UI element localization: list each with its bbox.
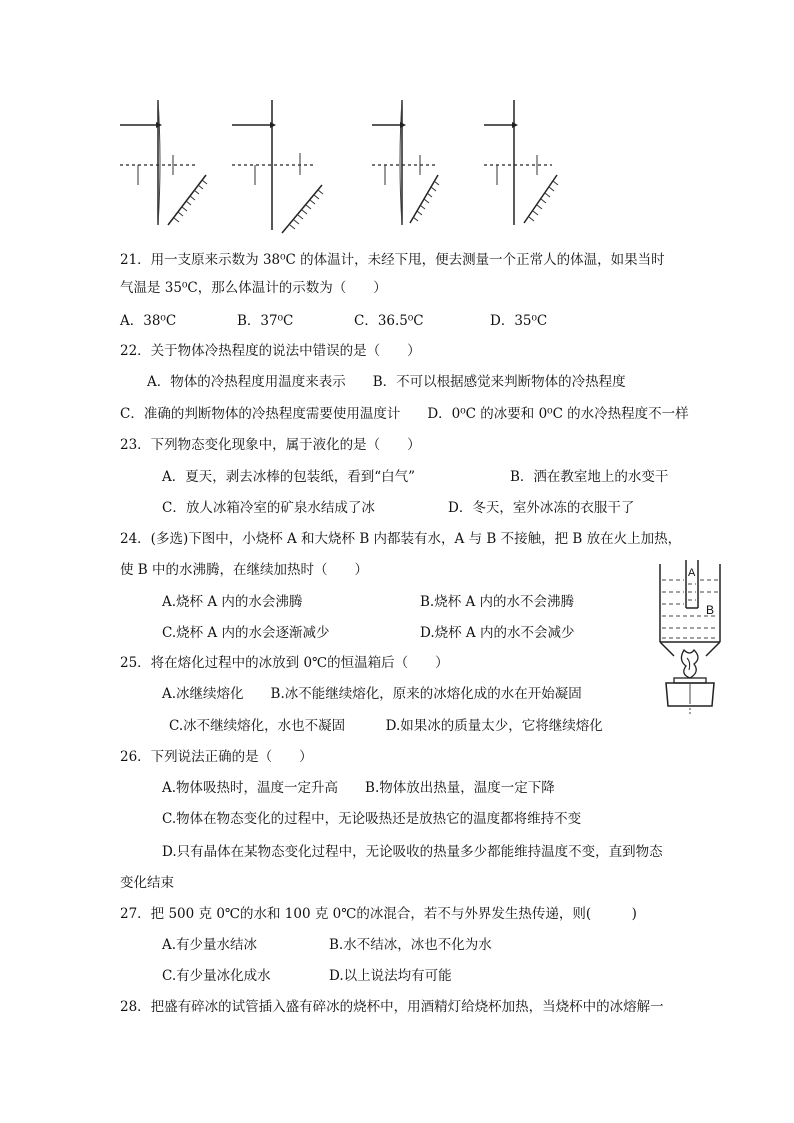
q27-stem: 27．把 500 克 0℃的水和 100 克 0℃的冰混合，若不与外界发生热传递，则( ): [120, 906, 637, 922]
q24-option-b: B.烧杯 A 内的水不会沸腾: [420, 594, 575, 610]
q24-option-c: C.烧杯 A 内的水会逐渐减少: [162, 625, 330, 641]
q24-stem-line2: 使 B 中的水沸腾，在继续加热时（ ）: [120, 562, 369, 578]
q21-option-c: C．36.5⁰C: [354, 313, 424, 329]
q21-option-b: B．37⁰C: [237, 313, 294, 329]
optics-figure-2: [230, 95, 325, 239]
q25-options-ab: A.冰继续熔化 B.冰不能继续熔化，原来的冰熔化成的水在开始凝固: [162, 686, 582, 702]
q23-option-a: A．夏天，剥去冰棒的包装纸，看到“白气”: [162, 469, 416, 485]
q23-option-b: B．洒在教室地上的水变干: [510, 469, 669, 485]
optics-figure-3: [370, 95, 445, 234]
q27-option-a: A.有少量水结冰: [162, 937, 258, 953]
q27-option-d: D.以上说法均有可能: [329, 968, 452, 984]
q24-stem-line1: 24．(多选)下图中，小烧杯 A 和大烧杯 B 内都装有水，A 与 B 不接触，把 B 放在火上加热，: [120, 531, 682, 547]
q21-option-a: A．38⁰C: [120, 313, 177, 329]
q26-options-ab: A.物体吸热时，温度一定升高 B.物体放出热量，温度一定下降: [162, 780, 555, 796]
q26-stem: 26．下列说法正确的是（ ）: [120, 749, 313, 765]
q25-stem: 25．将在熔化过程中的冰放到 0℃的恒温箱后（ ）: [120, 655, 449, 671]
beaker-label-b: B: [706, 603, 715, 617]
q22-stem: 22．关于物体冷热程度的说法中错误的是（ ）: [120, 343, 421, 359]
optics-figure-1: [118, 95, 213, 234]
q21-option-d: D．35⁰C: [490, 313, 548, 329]
beaker-figure: [656, 558, 724, 722]
q24-option-d: D.烧杯 A 内的水不会减少: [420, 625, 575, 641]
q23-option-d: D．冬天，室外冰冻的衣服干了: [448, 500, 635, 516]
q26-option-c: C.物体在物态变化的过程中，无论吸热还是放热它的温度都将维持不变: [162, 811, 582, 827]
beaker-label-a: A: [688, 567, 696, 579]
q25-options-cd: C.冰不继续熔化，水也不凝固 D.如果冰的质量太少，它将继续熔化: [169, 718, 603, 734]
q21-stem-line1: 21．用一支原来示数为 38⁰C 的体温计，未经下甩，便去测量一个正常人的体温，如果当时: [120, 252, 665, 268]
q22-options-cd: C．准确的判断物体的冷热程度需要使用温度计 D．0⁰C 的冰要和 0⁰C 的水冷热程度不一样: [120, 406, 689, 422]
q21-stem-line2: 气温是 35⁰C，那么体温计的示数为（ ）: [120, 280, 387, 296]
q23-stem: 23．下列物态变化现象中，属于液化的是（ ）: [120, 437, 421, 453]
q27-option-c: C.有少量冰化成水: [162, 968, 271, 984]
q22-options-ab: A．物体的冷热程度用温度来表示 B．不可以根据感觉来判断物体的冷热程度: [147, 374, 626, 390]
q28-stem: 28．把盛有碎冰的试管插入盛有碎冰的烧杯中，用酒精灯给烧杯加热，当烧杯中的冰熔解一: [120, 999, 664, 1015]
q23-option-c: C．放人冰箱冷室的矿泉水结成了冰: [162, 500, 375, 516]
q26-option-d-line2: 变化结束: [120, 875, 174, 891]
q27-option-b: B.水不结冰，冰也不化为水: [329, 937, 492, 953]
q24-option-a: A.烧杯 A 内的水会沸腾: [162, 594, 303, 610]
q26-option-d-line1: D.只有晶体在某物态变化过程中，无论吸收的热量多少都能维持温度不变，直到物态: [162, 844, 663, 860]
optics-figure-4: [482, 95, 562, 234]
